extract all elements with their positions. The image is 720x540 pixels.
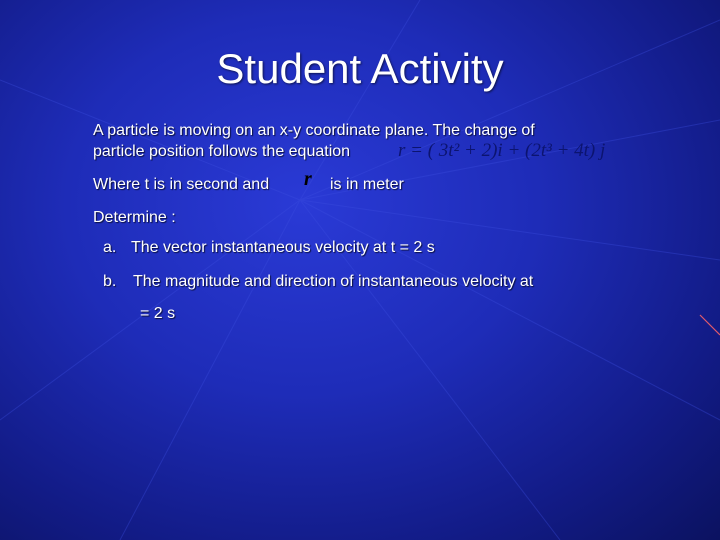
- item-b-continuation: = 2 s: [140, 305, 176, 322]
- where-prefix: Where t is in second and: [93, 176, 270, 193]
- item-b-text: The magnitude and direction of instantaneous velocity at: [133, 273, 534, 290]
- item-a-marker: a.: [103, 239, 117, 256]
- determine-label: Determine :: [93, 209, 176, 226]
- where-suffix: is in meter: [330, 176, 404, 193]
- intro-line-2: particle position follows the equation: [93, 143, 351, 160]
- slide-title: Student Activity: [216, 45, 504, 92]
- position-equation: r = ( 3t² + 2)i + (2t³ + 4t) j: [398, 140, 606, 161]
- accent-line: [700, 315, 720, 335]
- intro-line-1: A particle is moving on an x-y coordinate plane. The change of: [93, 122, 535, 139]
- r-vector-symbol: r: [304, 168, 312, 190]
- item-b-marker: b.: [103, 273, 117, 290]
- item-a-text: The vector instantaneous velocity at t = 2 s: [131, 239, 435, 256]
